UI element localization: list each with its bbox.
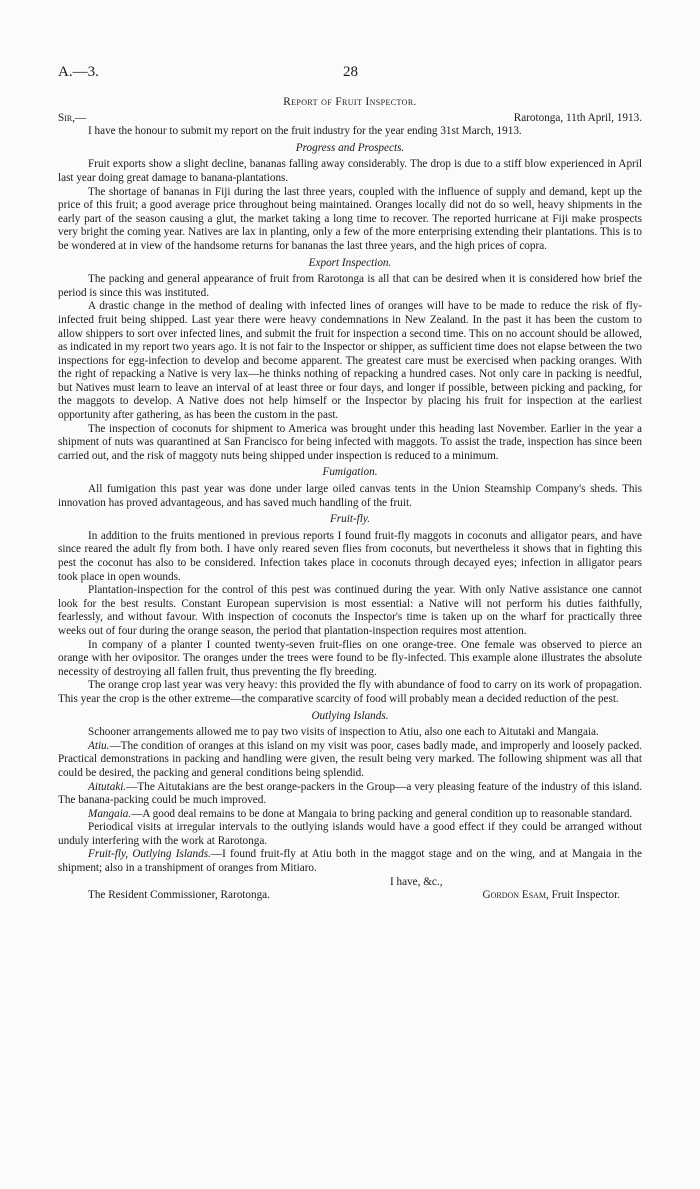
paragraph: A drastic change in the method of dealing with infected lines of oranges will have to be made to reduce the risk of fly-infected fruit being shipped. Last year there were heavy condemnations in New Zealand. In the past it has been the custom to allow shippers to sort over infected lines, and submit the fruit for inspection a second time. This on no account should be allowed, as indicated in my report two years ago. It is not fair to the Inspector or shipper, as sufficient time does not elapse between the two inspections for egg-infection to develop and become apparent. The greatest care must be exercised when packing oranges. With the right of repacking a Native is very lax—he thinks nothing of repacking a hundred cases. Not only care in packing is needful, but Natives must learn to leave an interval of at least three or four days, and longer if possible, between picking and packing, for the maggots to develop. A Native does not help himself or the Inspector by placing his fruit for inspection at the earliest opportunity after gathering, as has been the custom in the past. <box>58 300 642 422</box>
paragraph: Fruit exports show a slight decline, bananas falling away considerably. The drop is due to a stiff blow experienced in April last year doing great damage to banana-plantations. <box>58 158 642 184</box>
paragraph: Plantation-inspection for the control of this pest was continued during the year. With only Native assistance one cannot look for the best results. Constant European supervision is most essential: a Native will not perform his duties faithfully, fearlessly, and without favour. With inspection of coconuts the Inspector's time is taken up on the wharf for practically three weeks out of four during the orange season, the period that plantation-inspection requires most attention. <box>58 584 642 637</box>
addressee: The Resident Commissioner, Rarotonga. <box>88 889 270 902</box>
signature-row <box>58 889 642 903</box>
section-heading: Outlying Islands. <box>311 709 389 722</box>
island-name: Mangaia. <box>88 807 132 820</box>
island-paragraph <box>58 808 642 822</box>
paragraph: All fumigation this past year was done under large oiled canvas tents in the Union Steamship Company's sheds. This innovation has proved advantageous, and has saved much handling of the fruit. <box>58 483 642 509</box>
paragraph: In company of a planter I counted twenty-seven fruit-flies on one orange-tree. One female was observed to pierce an orange with her ovipositor. The oranges under the trees were found to be fly-infected. This example alone illustrates the absolute necessity of destroying all fallen fruit, thus preventing the fly breeding. <box>58 638 642 678</box>
section-heading: Fruit-fly. <box>329 513 371 526</box>
paragraph: The packing and general appearance of fruit from Rarotonga is all that can be desired when it is considered how brief the period is since this was instituted. <box>58 273 642 299</box>
salutation-row <box>58 112 642 126</box>
signature <box>483 889 620 903</box>
report-title: Report of Fruit Inspector. <box>283 96 417 108</box>
signer-name: Gordon Esam, <box>482 889 549 902</box>
final-runin: Fruit-fly, Outlying Islands. <box>88 848 211 861</box>
island-name: Atiu. <box>88 739 110 752</box>
signer-title: Fruit Inspector. <box>551 889 620 902</box>
paragraph: The orange crop last year was very heavy: this provided the fly with abundance of food to carry on its work of propagation. This year the crop is the other extreme—the comparative scarcity of food will probably mean a decided reduction of the pest. <box>58 679 642 705</box>
section-heading: Progress and Prospects. <box>295 141 405 154</box>
closing-row <box>58 876 642 890</box>
island-text: —The condition of oranges at this island on my visit was poor, cases badly made, and improperly and loosely packed. Practical demonstrations in packing and handling were given, the result being very marked. The following shipment was all that could be desired, the packing and general conditions being splendid. <box>58 739 642 779</box>
report-body <box>58 96 642 903</box>
paper-code: A.—3. <box>58 64 99 80</box>
final-paragraph <box>58 848 642 875</box>
island-name: Aitutaki. <box>88 780 127 793</box>
island-paragraph <box>58 781 642 808</box>
paragraph: The inspection of coconuts for shipment to America was brought under this heading last November. Earlier in the year a shipment of nuts was quarantined at San Francisco for being infected with maggots. To assist the trade, inspection has since been carried out, and the risk of maggoty nuts being shipped under inspection is reduced to a minimum. <box>58 422 642 462</box>
section-heading: Fumigation. <box>322 466 378 479</box>
page-header <box>58 64 642 86</box>
dateline: Rarotonga, 11th April, 1913. <box>513 111 642 124</box>
intro-paragraph: I have the honour to submit my report on the fruit industry for the year ending 31st March, 1913. <box>88 125 522 138</box>
paragraph: The shortage of bananas in Fiji during the last three years, coupled with the influence of supply and demand, kept up the price of this fruit; a good average price throughout being maintained. Oranges locally did not do so well, heavy shipments in the early part of the season causing a glut, the market taking a long time to recover. The reported hurricane at Fiji make prospects very bright the coming year. Natives are lax in planting, only a few of the more enterprising extending their plantations. This is to be wondered at in view of the handsome returns for bananas the last three years, and the high prices of copra. <box>58 185 642 252</box>
salutation: Sir,— <box>58 111 87 124</box>
island-text: —The Aitutakians are the best orange-packers in the Group—a very pleasing feature of the industry of this island. The banana-packing could be much improved. <box>58 780 642 807</box>
paragraph: In addition to the fruits mentioned in previous reports I found fruit-fly maggots in coconuts and alligator pears, and have since reared the adult fly from both. I have only reared seven flies from coconuts, but nevertheless it shows that in fighting this pest the coconut has also to be considered. Infection takes place in coconuts through decayed eyes; infection in alligator pears took place in open wounds. <box>58 529 642 583</box>
island-paragraph <box>58 740 642 781</box>
paragraph: Periodical visits at irregular intervals to the outlying islands would have a good effect if they could be arranged without unduly interfering with the work at Rarotonga. <box>58 821 642 847</box>
final-text: —I found fruit-fly at Atiu both in the maggot stage and on the wing, and at Mangaia in the shipment; also in a transhipment of oranges from Mitiaro. <box>58 848 642 875</box>
paragraph: Schooner arrangements allowed me to pay two visits of inspection to Atiu, also one each to Aitutaki and Mangaia. <box>88 726 599 739</box>
page-number: 28 <box>343 64 358 80</box>
closing-phrase: I have, &c., <box>390 875 443 888</box>
section-heading: Export Inspection. <box>308 256 392 269</box>
island-text: —A good deal remains to be done at Mangaia to bring packing and general condition up to reasonable standard. <box>131 807 633 820</box>
